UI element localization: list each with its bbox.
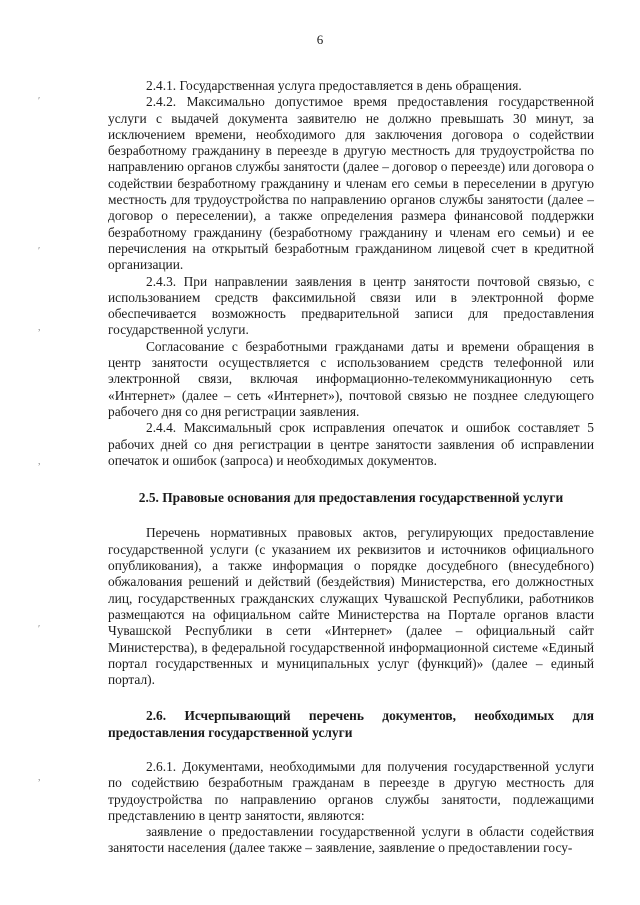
scan-mark: , [38,322,41,333]
paragraph-2-4-3: 2.4.3. При направлении заявления в центр занятости почтовой связью, с использованием средств факсимильной связи или в электронной форме обеспечивается возможность предварительной записи для предоставления государственной услуги. [108,273,594,338]
page-number: 6 [316,32,324,47]
scan-mark: ′ [38,246,41,257]
scan-mark: , [38,772,41,783]
paragraph-2-4-4: 2.4.4. Максимальный срок исправления опечаток и ошибок составляет 5 рабочих дней со дня регистрации в центре занятости заявления об исправлении опечаток и ошибок (запроса) и необходимых документов. [108,420,594,468]
paragraph-legal-basis: Перечень нормативных правовых актов, регулирующих предоставление государственной услуги (с указанием их реквизитов и источников официального опубликования), а также информация о порядке досудебного (внесудебного) обжалования решений и действий (бездействия) Министерства, его должностных лиц, государственных гражданских служащих Чувашской Республики, работников размещаются на официальном сайте Министерства на Портале органов власти Чувашской Республики в сети «Интернет» (далее – официальный сайт Министерства), в федеральной государственной информационной системе «Единый портал государственных и муниципальных услуг (функций)» (далее – единый портал). [108,525,594,688]
scan-mark: ′ [38,96,41,107]
section-heading-2-6: 2.6. Исчерпывающий перечень документов, необходимых для предоставления государственной услуги [108,708,594,740]
scan-mark: , [38,456,41,467]
paragraph-2-4-2: 2.4.2. Максимально допустимое время предоставления государственной услуги с выдачей документа заявителю не должно превышать 30 минут, за исключением времени, необходимого для заключения договора о содействии безработному гражданину в переезде в другую местность для трудоустройства по направлению органов службы занятости (далее – договор о переезде) или договора о содействии безработному гражданину и членам его семьи в переселении в другую местность для трудоустройства по направлению органов службы занятости (далее – договор о переселении), а также определения размера финансовой поддержки безработному гражданину (безработному гражданину и членам его семьи) и ее перечисления на открытый безработным гражданином лицевой счет в кредитной организации. [108,94,594,273]
paragraph-2-6-1: 2.6.1. Документами, необходимыми для получения государственной услуги по содействию безработным гражданам в переезде в другую местность для трудоустройства по направлению органов службы занятости, подлежащими представлению в центр занятости, являются: [108,758,594,823]
paragraph-agreement: Согласование с безработными гражданами даты и времени обращения в центр занятости осуществляется с использованием средств телефонной или электронной связи, включая информационно-телекоммуникационную сеть «Интернет» (далее – сеть «Интернет»), почтовой связью не позднее следующего рабочего дня со дня регистрации заявления. [108,338,594,419]
document-body [108,78,594,857]
paragraph-2-4-1: 2.4.1. Государственная услуга предоставляется в день обращения. [146,78,522,93]
scan-mark: ′ [38,624,41,635]
paragraph-application: заявление о предоставлении государственной услуги в области содействия занятости населения (далее также – заявление, заявление о предоставлении госу- [108,824,594,856]
section-heading-2-5: 2.5. Правовые основания для предоставления государственной услуги [138,490,564,506]
